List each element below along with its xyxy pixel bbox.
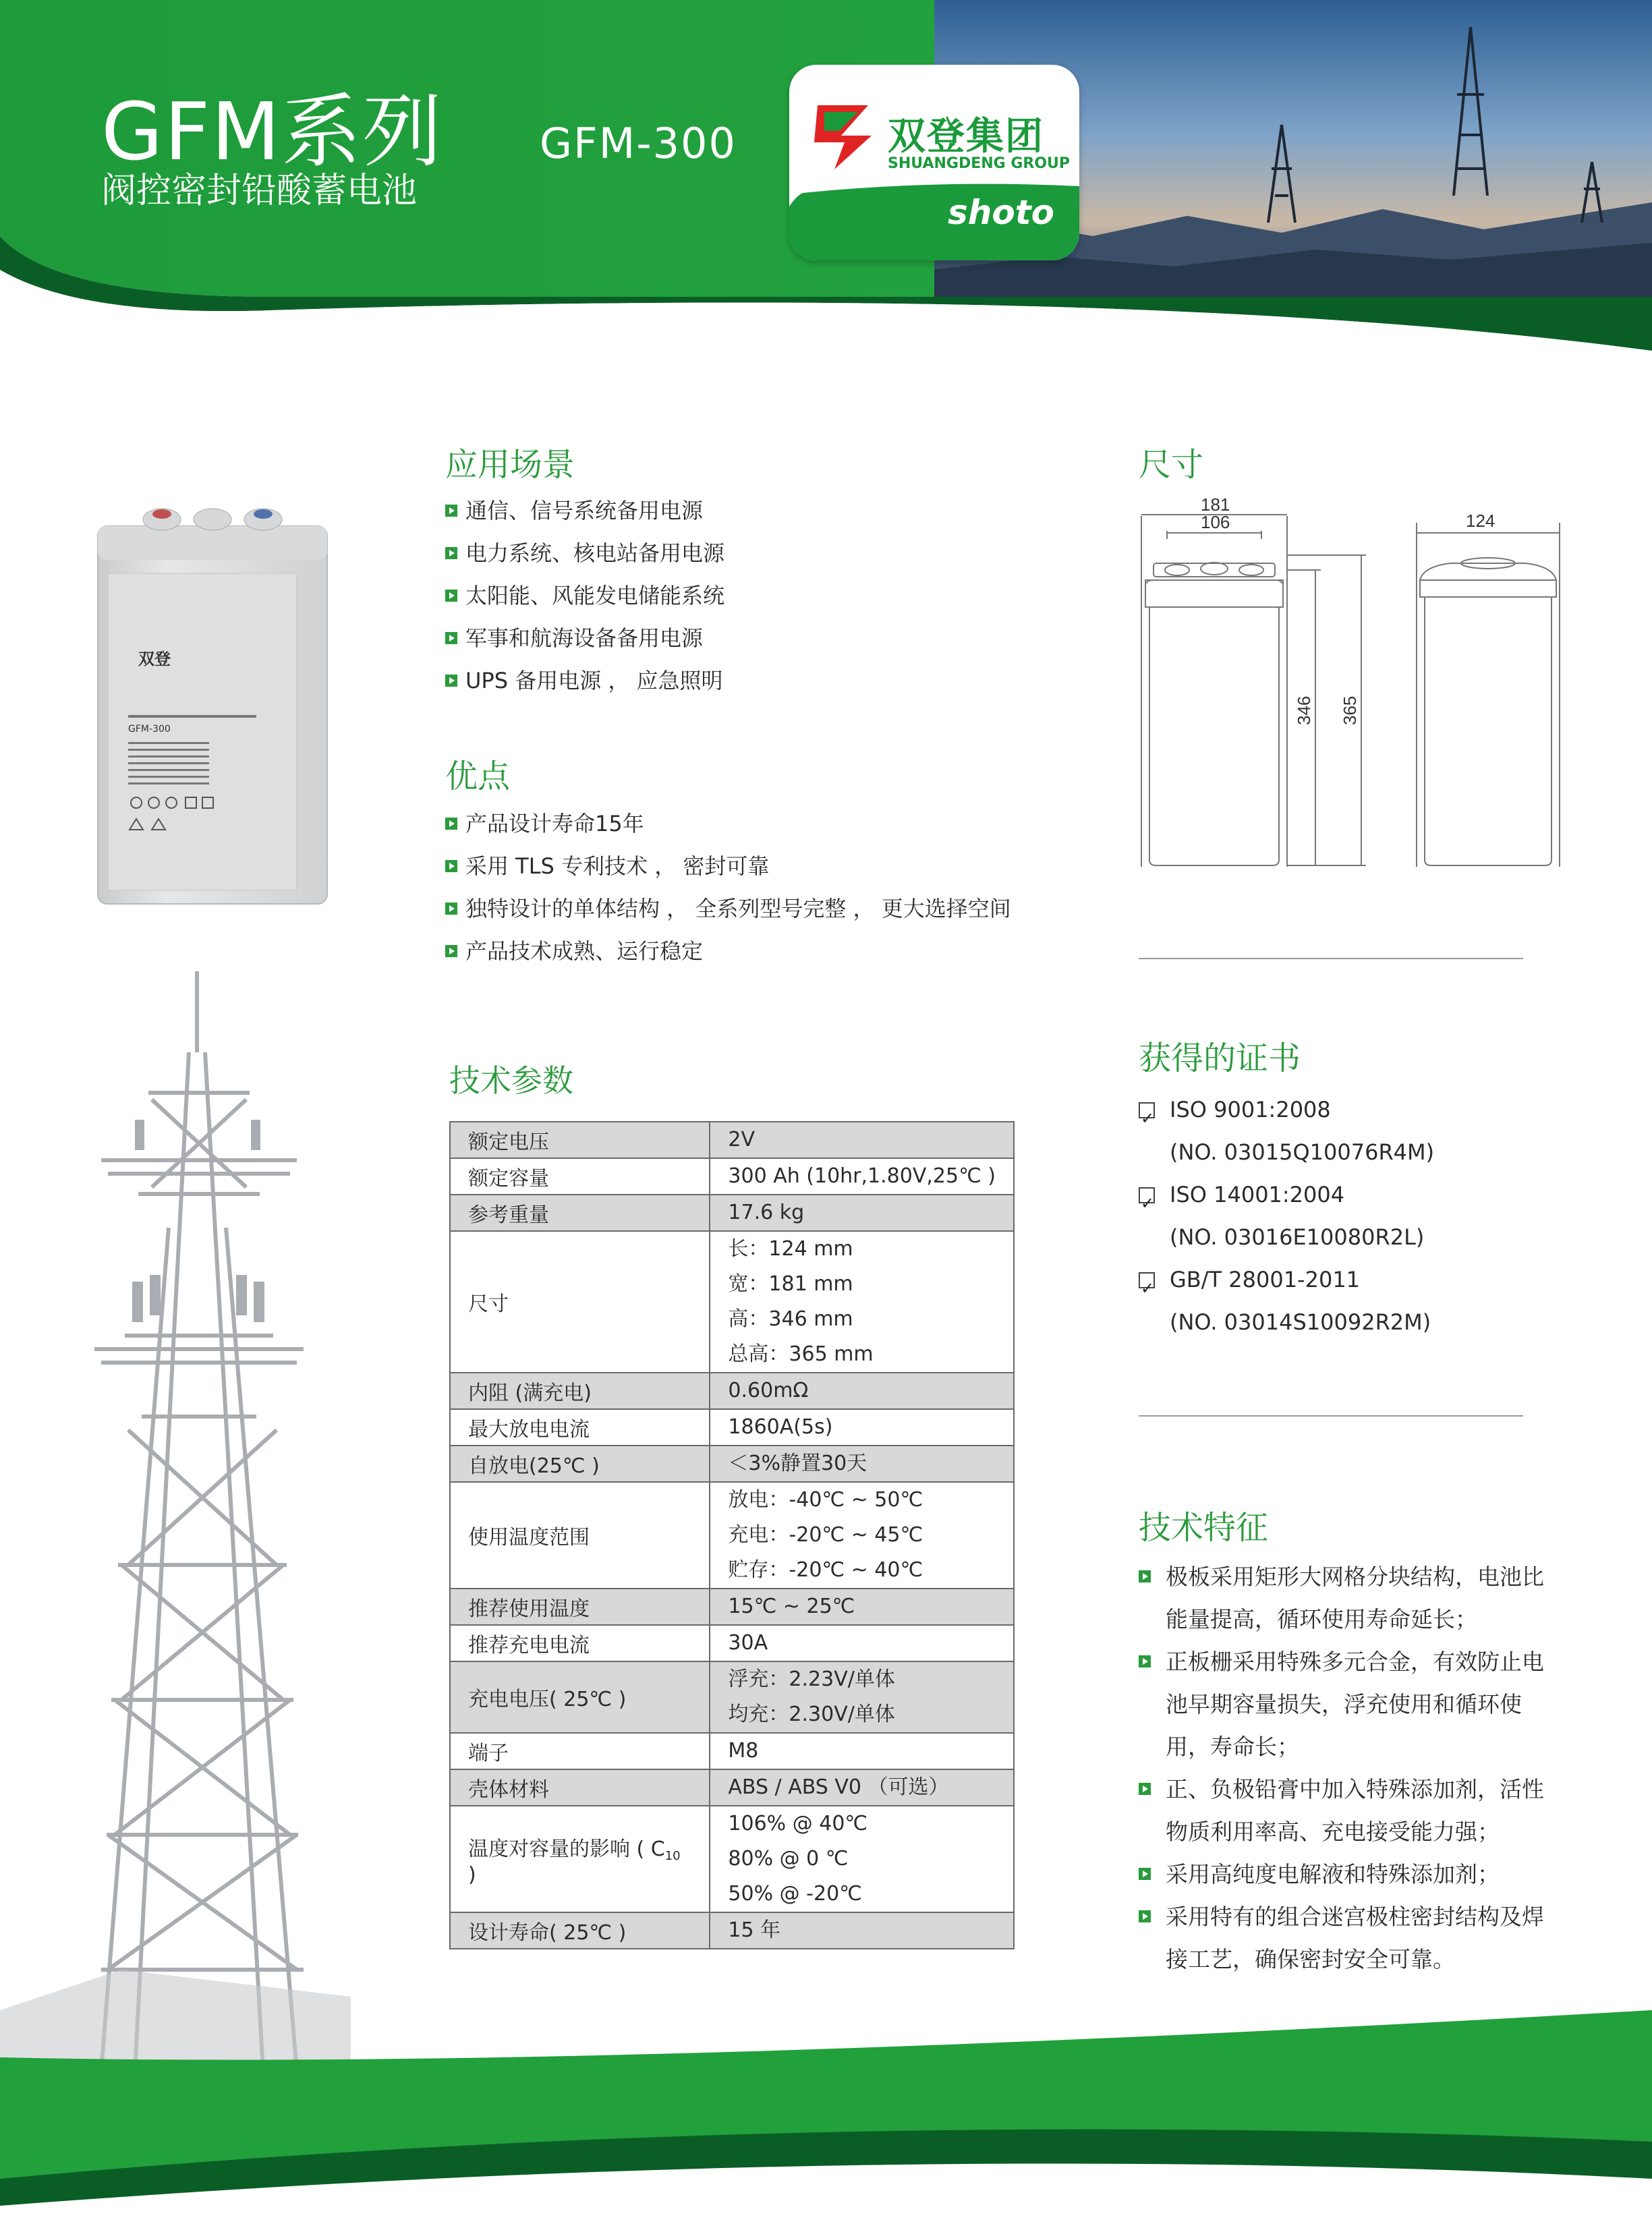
spec-value xyxy=(710,1661,1014,1733)
bullet-square-icon xyxy=(445,860,457,872)
feature-item-text: 采用特有的组合迷宫极柱密封结构及焊接工艺，确保密封安全可靠。 xyxy=(1166,1904,1544,1972)
spec-value xyxy=(710,1122,1014,1158)
spec-row xyxy=(450,1446,1014,1482)
spec-value-line: 1860A(5s) xyxy=(728,1415,833,1439)
dim-height: 346 xyxy=(1294,695,1314,725)
specs-title: 技术参数 xyxy=(449,1062,573,1099)
spec-key-text: 最大放电电流 xyxy=(468,1418,590,1442)
spec-value-line: 17.6 kg xyxy=(728,1201,805,1224)
bullet-square-icon xyxy=(1139,1910,1151,1922)
spec-key xyxy=(450,1482,710,1589)
spec-key xyxy=(450,1912,710,1949)
application-item-text: 太阳能、风能发电储能系统 xyxy=(465,583,725,608)
certificate-name-line xyxy=(1139,1174,1434,1216)
spec-row xyxy=(450,1589,1014,1625)
advantage-item-text: 产品设计寿命15年 xyxy=(465,811,644,836)
certificate-name: ISO 14001:2004 xyxy=(1170,1182,1345,1207)
spec-key-text: 尺寸 xyxy=(468,1292,509,1316)
spec-value xyxy=(710,1769,1014,1806)
bullet-square-icon xyxy=(1139,1868,1151,1880)
spec-table xyxy=(449,1121,1015,1949)
series-subtitle: 阀控密封铅酸蓄电池 xyxy=(101,171,418,211)
spec-row xyxy=(450,1769,1014,1806)
features-list xyxy=(1139,1556,1564,1980)
dim-width-inner: 106 xyxy=(1201,512,1230,532)
spec-key-text: 参考重量 xyxy=(468,1203,549,1227)
spec-value-line: 50% @ -20℃ xyxy=(728,1882,862,1906)
features-title: 技术特征 xyxy=(1139,1509,1269,1547)
checkbox-icon xyxy=(1139,1272,1155,1288)
advantages-title: 优点 xyxy=(445,758,511,795)
spec-value-line: 放电：-40℃ ~ 50℃ xyxy=(728,1488,923,1512)
spec-row xyxy=(450,1373,1014,1409)
bullet-square-icon xyxy=(445,945,457,957)
dimensions-title: 尺寸 xyxy=(1139,446,1204,484)
checkbox-icon xyxy=(1139,1187,1155,1203)
logo-brand-shoto: shoto xyxy=(948,193,1054,232)
application-item xyxy=(445,532,724,575)
spec-key xyxy=(450,1373,710,1409)
divider-1 xyxy=(1139,958,1523,959)
spec-key xyxy=(450,1446,710,1482)
spec-key-text: 壳体材料 xyxy=(468,1778,549,1802)
header-banner xyxy=(0,0,1652,351)
applications-list xyxy=(445,490,724,702)
spec-value-line: 均充：2.30V/单体 xyxy=(728,1703,895,1726)
spec-value xyxy=(710,1409,1014,1446)
spec-value-line: ABS / ABS V0 （可选） xyxy=(728,1775,949,1799)
dim-width-outer: 181 xyxy=(1201,496,1230,515)
spec-key-text: 额定电压 xyxy=(468,1131,549,1154)
feature-item xyxy=(1139,1556,1564,1640)
tower-image xyxy=(0,958,351,2071)
bullet-square-icon xyxy=(445,675,457,687)
divider-2 xyxy=(1139,1415,1523,1417)
feature-item-text: 极板采用矩形大网格分块结构，电池比能量提高，循环使用寿命延长； xyxy=(1166,1564,1544,1632)
spec-key-text: 额定容量 xyxy=(468,1167,549,1191)
spec-row xyxy=(450,1409,1014,1446)
spec-row xyxy=(450,1912,1014,1949)
application-item xyxy=(445,490,724,532)
series-title: GFM系列 xyxy=(101,85,444,178)
application-item xyxy=(445,617,724,660)
spec-key xyxy=(450,1409,710,1446)
feature-item xyxy=(1139,1853,1564,1895)
feature-item-text: 采用高纯度电解液和特殊添加剂； xyxy=(1166,1861,1500,1887)
feature-item-text: 正板栅采用特殊多元合金，有效防止电池早期容量损失，浮充使用和循环使用，寿命长； xyxy=(1166,1649,1544,1760)
certificate-name-line xyxy=(1139,1259,1434,1301)
bullet-square-icon xyxy=(1139,1783,1151,1795)
checkbox-icon xyxy=(1139,1102,1155,1118)
spec-key-text: 内阻 (满充电) xyxy=(468,1381,592,1405)
spec-key xyxy=(450,1158,710,1195)
advantage-item-text: 采用 TLS 专利技术 ， 密封可靠 xyxy=(465,853,770,879)
spec-row xyxy=(450,1661,1014,1733)
certificate-name-line xyxy=(1139,1089,1434,1131)
certificate-name: GB/T 28001-2011 xyxy=(1170,1267,1361,1292)
company-logo xyxy=(789,65,1079,260)
spec-value xyxy=(710,1195,1014,1231)
logo-english-name: SHUANGDENG GROUP xyxy=(888,155,1071,172)
spec-key-text: 设计寿命( 25℃ ) xyxy=(468,1921,627,1945)
advantage-item-text: 独特设计的单体结构 ， 全系列型号完整 ， 更大选择空间 xyxy=(465,896,1011,921)
spec-value-line: 充电：-20℃ ~ 45℃ xyxy=(728,1523,923,1547)
spec-value xyxy=(710,1625,1014,1661)
spec-value-line: 80% @ 0 ℃ xyxy=(728,1847,849,1871)
spec-row xyxy=(450,1122,1014,1158)
logo-chinese-name: 双登集团 xyxy=(888,115,1044,159)
spec-key xyxy=(450,1589,710,1625)
spec-key-post: ) xyxy=(468,1862,476,1887)
spec-row xyxy=(450,1158,1014,1195)
model-name: GFM-300 xyxy=(540,119,737,168)
spec-value xyxy=(710,1446,1014,1482)
dim-total-height: 365 xyxy=(1340,695,1360,725)
spec-value-line: 30A xyxy=(728,1631,768,1655)
spec-key xyxy=(450,1661,710,1733)
spec-row xyxy=(450,1231,1014,1373)
spec-value-line: 贮存：-20℃ ~ 40℃ xyxy=(728,1558,923,1582)
spec-value-line: 2V xyxy=(728,1128,756,1151)
spec-key-pre: 温度对容量的影响 ( C xyxy=(468,1837,665,1861)
feature-item-text: 正、负极铅膏中加入特殊添加剂，活性物质利用率高、充电接受能力强； xyxy=(1166,1776,1544,1845)
spec-value xyxy=(710,1733,1014,1769)
spec-value xyxy=(710,1806,1014,1912)
battery-image xyxy=(88,492,344,911)
footer-band xyxy=(0,2010,1652,2226)
spec-value-line: M8 xyxy=(728,1739,759,1763)
spec-value xyxy=(710,1482,1014,1589)
spec-value-line: 300 Ah (10hr,1.80V,25℃ ) xyxy=(728,1164,996,1188)
certificate-number: (NO. 03014S10092R2M) xyxy=(1170,1309,1431,1335)
spec-row xyxy=(450,1625,1014,1661)
applications-title: 应用场景 xyxy=(445,446,575,484)
application-item xyxy=(445,660,724,702)
spec-value xyxy=(710,1912,1014,1949)
spec-row xyxy=(450,1195,1014,1231)
spec-row xyxy=(450,1482,1014,1589)
spec-value xyxy=(710,1373,1014,1409)
bullet-square-icon xyxy=(445,903,457,915)
spec-key xyxy=(450,1625,710,1661)
application-item-text: UPS 备用电源 ， 应急照明 xyxy=(465,668,723,693)
spec-value-line: 0.60mΩ xyxy=(728,1379,809,1402)
spec-value-line: 15 年 xyxy=(728,1918,781,1942)
battery-label-model: GFM-300 xyxy=(128,724,171,735)
certificates-list xyxy=(1139,1089,1434,1344)
advantage-item-text: 产品技术成熟、运行稳定 xyxy=(465,938,704,964)
spec-value-line: 浮充：2.23V/单体 xyxy=(728,1667,895,1691)
spec-key-text: 充电电压( 25℃ ) xyxy=(468,1688,627,1711)
application-item xyxy=(445,575,724,617)
bullet-square-icon xyxy=(445,505,457,517)
certificate-number: (NO. 03016E10080R2L) xyxy=(1170,1224,1425,1250)
advantages-list xyxy=(445,803,1011,973)
feature-item xyxy=(1139,1640,1564,1768)
spec-value xyxy=(710,1231,1014,1373)
bullet-square-icon xyxy=(445,632,457,644)
bullet-square-icon xyxy=(445,818,457,830)
spec-value-line: 106% @ 40℃ xyxy=(728,1812,868,1835)
dim-depth: 124 xyxy=(1466,511,1496,531)
spec-value-line: 长：124 mm xyxy=(728,1237,853,1261)
certificates-title: 获得的证书 xyxy=(1139,1039,1301,1077)
battery-label-logo: 双登 xyxy=(138,650,171,668)
spec-key-text: 端子 xyxy=(468,1742,509,1765)
bullet-square-icon xyxy=(445,590,457,602)
spec-key xyxy=(450,1733,710,1769)
certificate-name: ISO 9001:2008 xyxy=(1170,1097,1331,1122)
feature-item xyxy=(1139,1895,1564,1980)
bullet-square-icon xyxy=(445,547,457,559)
spec-key xyxy=(450,1122,710,1158)
spec-value xyxy=(710,1158,1014,1195)
spec-value-line: 总高：365 mm xyxy=(728,1342,874,1366)
application-item-text: 通信、信号系统备用电源 xyxy=(465,498,704,523)
spec-key-text: 使用温度范围 xyxy=(468,1526,590,1549)
spec-key-text: 推荐使用温度 xyxy=(468,1597,590,1621)
advantage-item xyxy=(445,888,1011,930)
spec-key-subscript: 10 xyxy=(664,1848,681,1863)
dimension-drawing xyxy=(1133,496,1578,880)
spec-key xyxy=(450,1769,710,1806)
spec-value-line: 15℃ ~ 25℃ xyxy=(728,1595,855,1618)
application-item-text: 电力系统、核电站备用电源 xyxy=(465,540,725,566)
spec-row xyxy=(450,1806,1014,1912)
bullet-square-icon xyxy=(1139,1570,1151,1582)
application-item-text: 军事和航海设备备用电源 xyxy=(465,625,704,651)
spec-value-line: 宽：181 mm xyxy=(728,1272,853,1296)
spec-key xyxy=(450,1231,710,1373)
spec-value-line: 高：346 mm xyxy=(728,1307,853,1331)
feature-item xyxy=(1139,1768,1564,1853)
spec-key xyxy=(450,1806,710,1912)
spec-row xyxy=(450,1733,1014,1769)
advantage-item xyxy=(445,845,1011,888)
spec-value-line: ＜3%静置30天 xyxy=(728,1452,867,1475)
spec-value xyxy=(710,1589,1014,1625)
bullet-square-icon xyxy=(1139,1655,1151,1667)
advantage-item xyxy=(445,803,1011,845)
certificate-number: (NO. 03015Q10076R4M) xyxy=(1170,1139,1435,1165)
spec-key xyxy=(450,1195,710,1231)
advantage-item xyxy=(445,930,1011,973)
spec-key-text: 自放电(25℃ ) xyxy=(468,1454,600,1478)
spec-key-text: 推荐充电电流 xyxy=(468,1634,590,1657)
logo-mark-icon xyxy=(804,98,885,173)
